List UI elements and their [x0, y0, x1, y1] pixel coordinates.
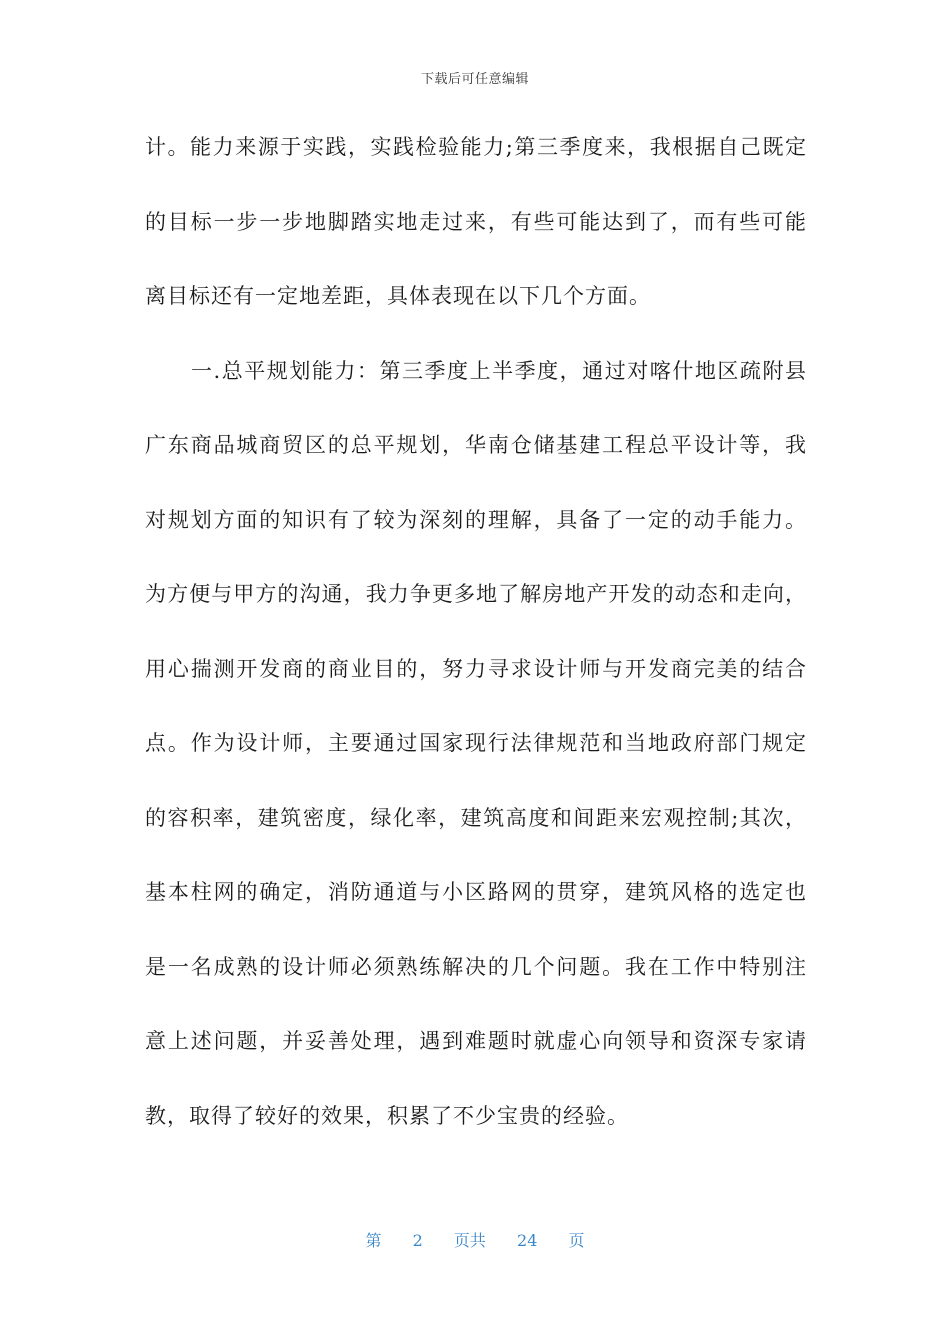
footer-label-page: 第	[365, 1231, 382, 1250]
text-line-1: 计。能力来源于实践，实践检验能力;第三季度来，我根据自己既定	[145, 135, 807, 159]
page-footer	[0, 1228, 950, 1251]
footer-label-end: 页	[568, 1231, 585, 1250]
text-line-11: 基本柱网的确定，消防通道与小区路网的贯穿，建筑风格的选定也	[145, 880, 807, 904]
footer-label-of: 页共	[453, 1231, 486, 1250]
text-line-7: 为方便与甲方的沟通，我力争更多地了解房地产开发的动态和走向，	[145, 582, 807, 606]
text-line-12: 是一名成熟的设计师必须熟练解决的几个问题。我在工作中特别注	[145, 954, 807, 979]
footer-page-total: 24	[517, 1231, 538, 1250]
text-line-3: 离目标还有一定地差距，具体表现在以下几个方面。	[145, 284, 651, 308]
text-line-4: 一.总平规划能力：第三季度上半季度，通过对喀什地区疏附县	[191, 358, 807, 383]
text-line-14: 教，取得了较好的效果，积累了不少宝贵的经验。	[145, 1103, 629, 1128]
text-line-13: 意上述问题，并妥善处理，遇到难题时就虚心向领导和资深专家请	[145, 1029, 807, 1053]
text-line-9: 点。作为设计师，主要通过国家现行法律规范和当地政府部门规定	[145, 731, 807, 755]
header-note: 下载后可任意编辑	[420, 72, 529, 87]
document-body	[145, 128, 807, 1171]
text-line-6: 对规划方面的知识有了较为深刻的理解，具备了一定的动手能力。	[145, 507, 807, 532]
text-line-5: 广东商品城商贸区的总平规划，华南仓储基建工程总平设计等，我	[145, 433, 807, 457]
text-line-2: 的目标一步一步地脚踏实地走过来，有些可能达到了，而有些可能	[145, 209, 807, 234]
text-line-8: 用心揣测开发商的商业目的，努力寻求设计师与开发商完美的结合	[145, 656, 807, 681]
text-line-10: 的容积率，建筑密度，绿化率，建筑高度和间距来宏观控制;其次，	[145, 805, 807, 830]
footer-page-current: 2	[412, 1231, 423, 1250]
